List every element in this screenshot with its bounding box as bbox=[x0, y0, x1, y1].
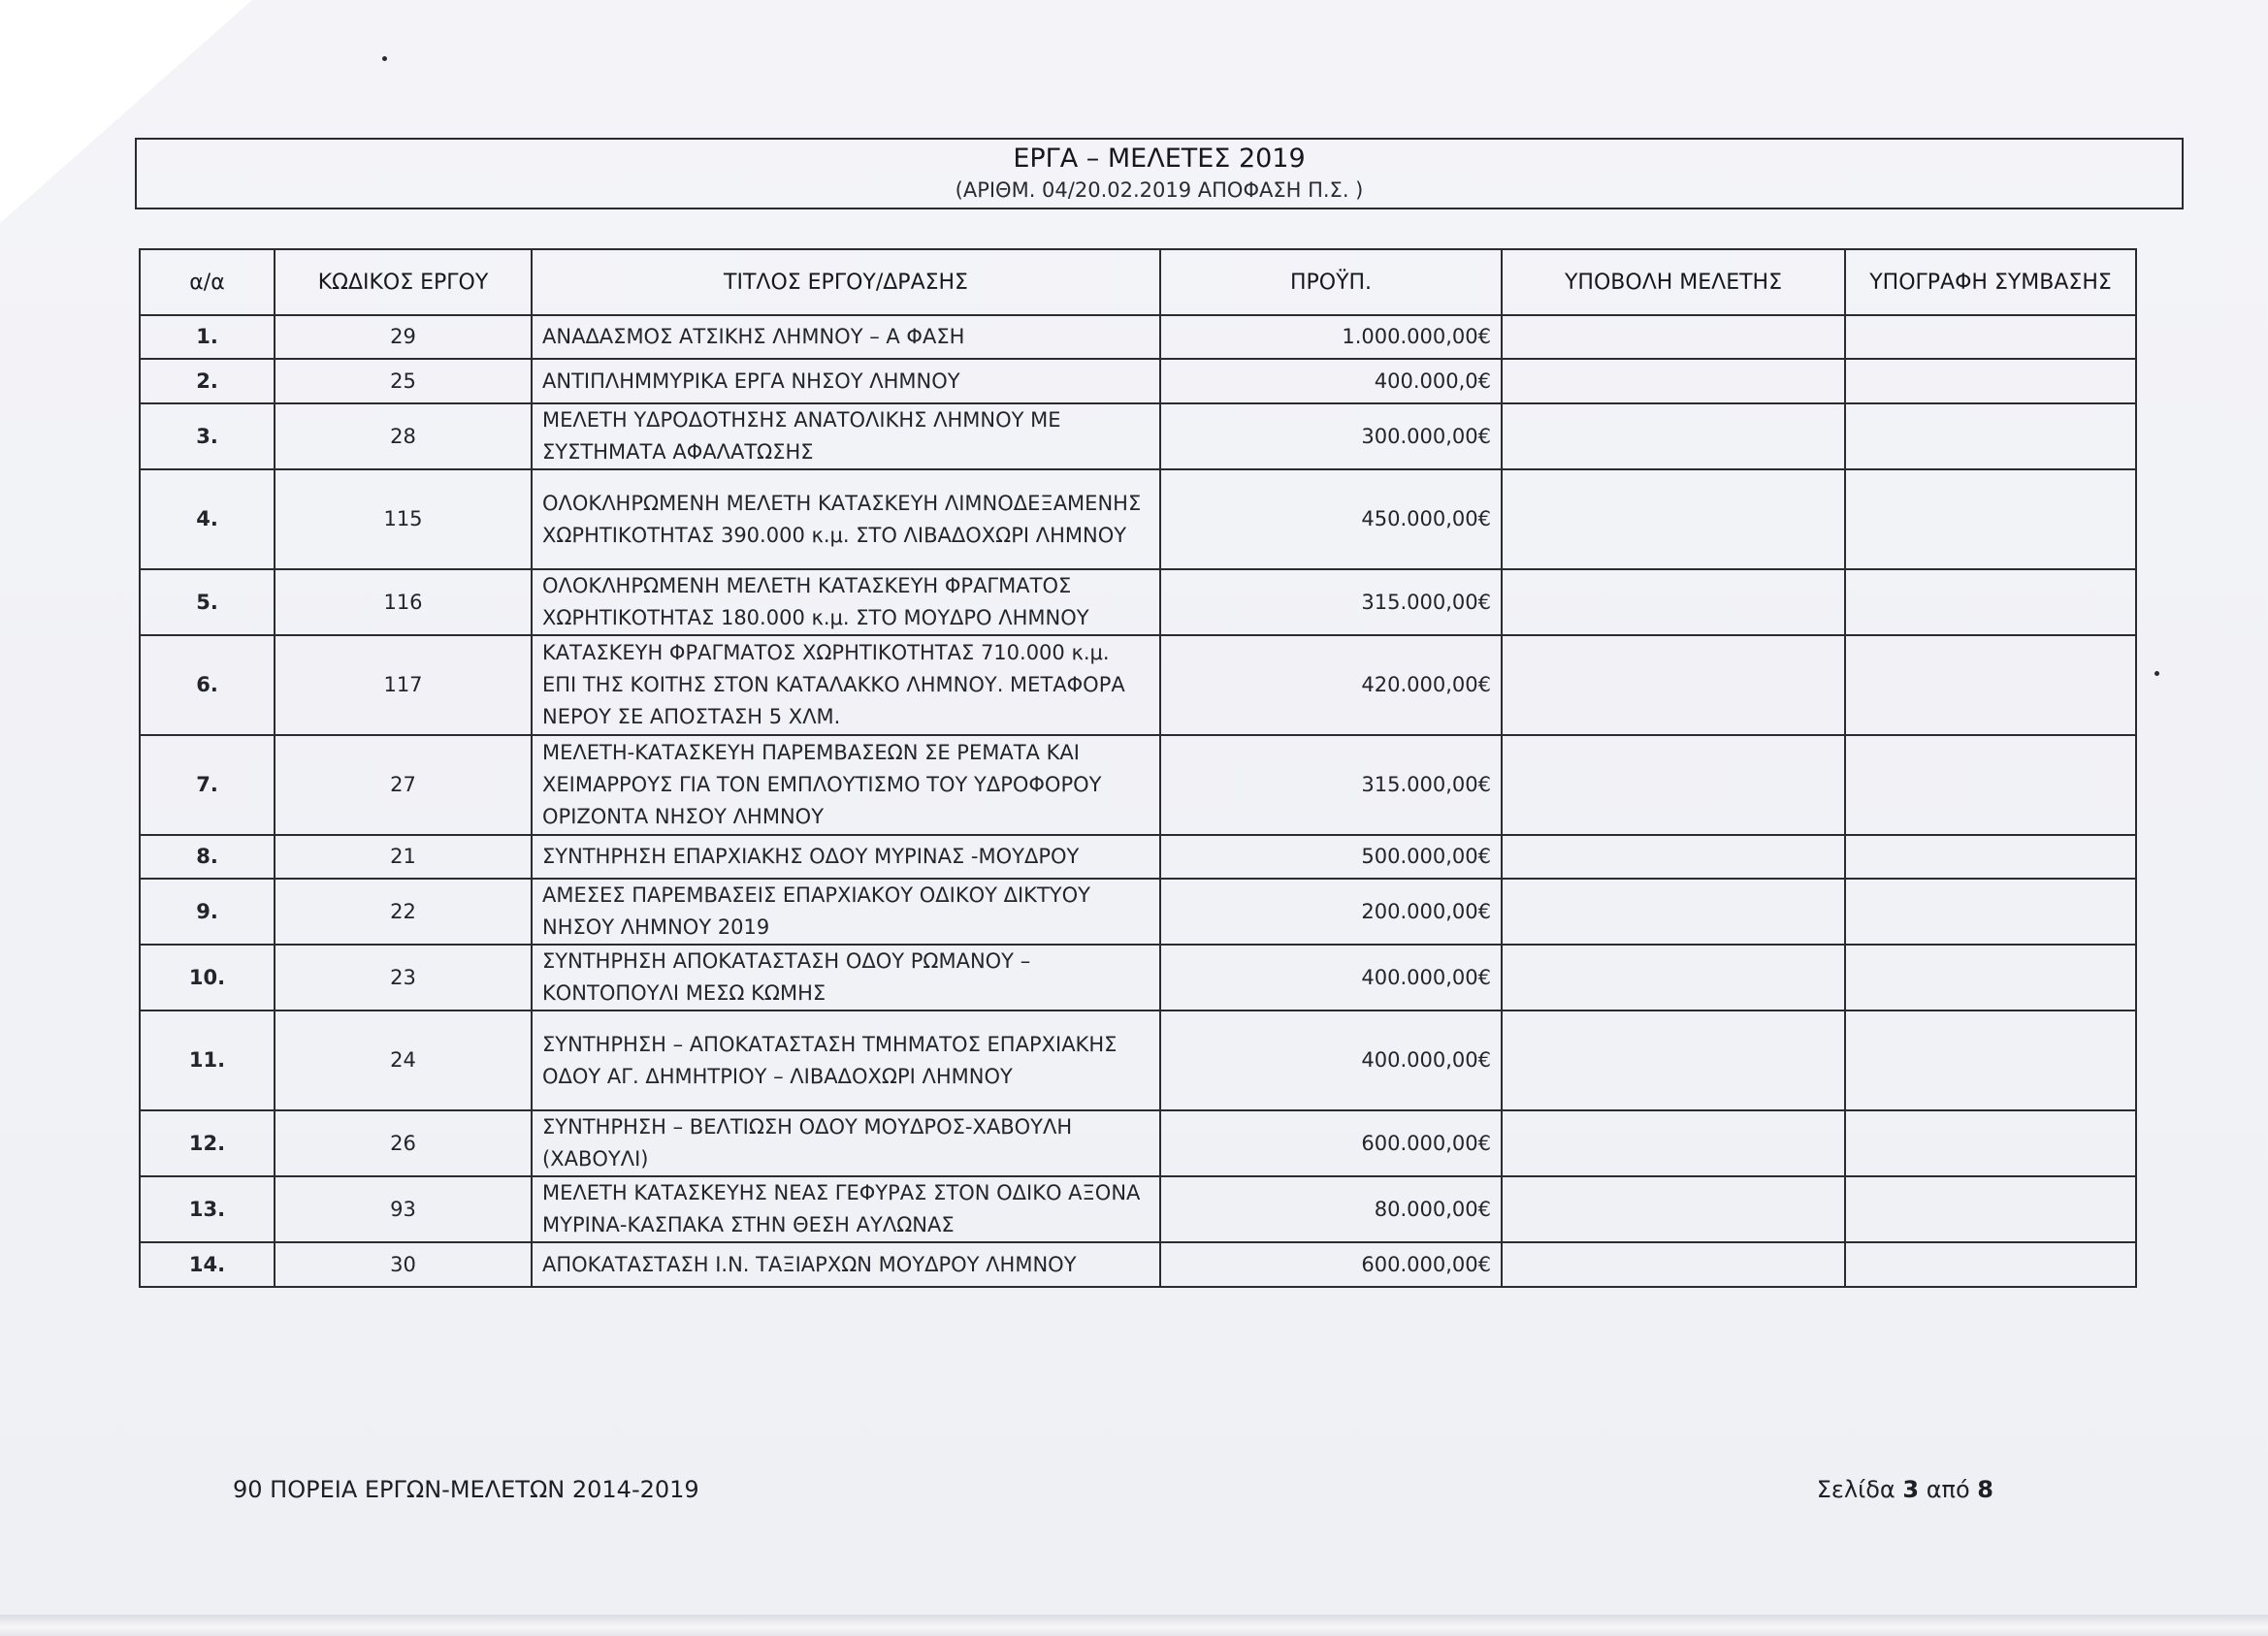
project-budget: 200.000,00€ bbox=[1160, 879, 1502, 945]
project-title: ΑΜΕΣΕΣ ΠΑΡΕΜΒΑΣΕΙΣ ΕΠΑΡΧΙΑΚΟΥ ΟΔΙΚΟΥ ΔΙΚΤΥΟΥ ΝΗΣΟΥ ΛΗΜΝΟΥ 2019 bbox=[532, 879, 1160, 945]
column-header-code: ΚΩΔΙΚΟΣ ΕΡΓΟΥ bbox=[275, 249, 532, 315]
contract-signature bbox=[1845, 879, 2136, 945]
table-row bbox=[140, 945, 2136, 1010]
project-budget: 500.000,00€ bbox=[1160, 835, 1502, 879]
table-row bbox=[140, 1242, 2136, 1287]
project-code: 29 bbox=[275, 315, 532, 359]
project-code: 27 bbox=[275, 735, 532, 835]
study-submission bbox=[1502, 879, 1845, 945]
column-header-title: ΤΙΤΛΟΣ ΕΡΓΟΥ/ΔΡΑΣΗΣ bbox=[532, 249, 1160, 315]
project-title: ΣΥΝΤΗΡΗΣΗ ΕΠΑΡΧΙΑΚΗΣ ΟΔΟΥ ΜΥΡΙΝΑΣ -ΜΟΥΔΡΟΥ bbox=[532, 835, 1160, 879]
project-code: 24 bbox=[275, 1010, 532, 1110]
column-header-budget: ΠΡΟΫΠ. bbox=[1160, 249, 1502, 315]
column-header-signature: ΥΠΟΓΡΑΦΗ ΣΥΜΒΑΣΗΣ bbox=[1845, 249, 2136, 315]
table-row bbox=[140, 1010, 2136, 1110]
table-row bbox=[140, 403, 2136, 469]
project-code: 23 bbox=[275, 945, 532, 1010]
document-title-box bbox=[135, 138, 2184, 209]
projects-table bbox=[139, 248, 2137, 1288]
column-header-submission: ΥΠΟΒΟΛΗ ΜΕΛΕΤΗΣ bbox=[1502, 249, 1845, 315]
table-row bbox=[140, 359, 2136, 403]
study-submission bbox=[1502, 1242, 1845, 1287]
table-row bbox=[140, 835, 2136, 879]
study-submission bbox=[1502, 359, 1845, 403]
footer-document-label: 90 ΠΟΡΕΙΑ ΕΡΓΩΝ-ΜΕΛΕΤΩΝ 2014-2019 bbox=[233, 1476, 699, 1503]
project-code: 115 bbox=[275, 469, 532, 569]
study-submission bbox=[1502, 1010, 1845, 1110]
project-title: ΑΝΑΔΑΣΜΟΣ ΑΤΣΙΚΗΣ ΛΗΜΝΟΥ – Α ΦΑΣΗ bbox=[532, 315, 1160, 359]
row-number: 1. bbox=[140, 315, 275, 359]
page-of: από bbox=[1926, 1476, 1970, 1503]
table-row bbox=[140, 635, 2136, 735]
project-code: 93 bbox=[275, 1176, 532, 1242]
table-row bbox=[140, 1176, 2136, 1242]
row-number: 4. bbox=[140, 469, 275, 569]
project-code: 28 bbox=[275, 403, 532, 469]
row-number: 3. bbox=[140, 403, 275, 469]
contract-signature bbox=[1845, 569, 2136, 635]
contract-signature bbox=[1845, 835, 2136, 879]
project-title: ΟΛΟΚΛΗΡΩΜΕΝΗ ΜΕΛΕΤΗ ΚΑΤΑΣΚΕΥΗ ΦΡΑΓΜΑΤΟΣ ΧΩΡΗΤΙΚΟΤΗΤΑΣ 180.000 κ.μ. ΣΤΟ ΜΟΥΔΡΟ ΛΗΜΝΟΥ bbox=[532, 569, 1160, 635]
project-budget: 80.000,00€ bbox=[1160, 1176, 1502, 1242]
project-title: ΑΝΤΙΠΛΗΜΜΥΡΙΚΑ ΕΡΓΑ ΝΗΣΟΥ ΛΗΜΝΟΥ bbox=[532, 359, 1160, 403]
column-header-aa: α/α bbox=[140, 249, 275, 315]
row-number: 6. bbox=[140, 635, 275, 735]
project-budget: 600.000,00€ bbox=[1160, 1110, 1502, 1176]
contract-signature bbox=[1845, 403, 2136, 469]
row-number: 12. bbox=[140, 1110, 275, 1176]
row-number: 11. bbox=[140, 1010, 275, 1110]
study-submission bbox=[1502, 635, 1845, 735]
contract-signature bbox=[1845, 735, 2136, 835]
page-total: 8 bbox=[1977, 1476, 1993, 1503]
project-code: 117 bbox=[275, 635, 532, 735]
project-budget: 300.000,00€ bbox=[1160, 403, 1502, 469]
row-number: 13. bbox=[140, 1176, 275, 1242]
scan-edge bbox=[0, 1615, 2268, 1636]
project-title: ΜΕΛΕΤΗ ΚΑΤΑΣΚΕΥΗΣ ΝΕΑΣ ΓΕΦΥΡΑΣ ΣΤΟΝ ΟΔΙΚΟ ΑΞΟΝΑ ΜΥΡΙΝΑ-ΚΑΣΠΑΚΑ ΣΤΗΝ ΘΕΣΗ ΑΥΛΩΝΑΣ bbox=[532, 1176, 1160, 1242]
project-code: 21 bbox=[275, 835, 532, 879]
study-submission bbox=[1502, 569, 1845, 635]
project-code: 25 bbox=[275, 359, 532, 403]
project-title: ΑΠΟΚΑΤΑΣΤΑΣΗ Ι.Ν. ΤΑΞΙΑΡΧΩΝ ΜΟΥΔΡΟΥ ΛΗΜΝΟΥ bbox=[532, 1242, 1160, 1287]
study-submission bbox=[1502, 735, 1845, 835]
row-number: 7. bbox=[140, 735, 275, 835]
document-subtitle: (ΑΡΙΘΜ. 04/20.02.2019 ΑΠΟΦΑΣΗ Π.Σ. ) bbox=[955, 178, 1364, 202]
study-submission bbox=[1502, 1176, 1845, 1242]
table-row bbox=[140, 569, 2136, 635]
project-budget: 400.000,00€ bbox=[1160, 1010, 1502, 1110]
project-budget: 420.000,00€ bbox=[1160, 635, 1502, 735]
project-code: 116 bbox=[275, 569, 532, 635]
project-code: 26 bbox=[275, 1110, 532, 1176]
table-row bbox=[140, 469, 2136, 569]
row-number: 9. bbox=[140, 879, 275, 945]
table-row bbox=[140, 1110, 2136, 1176]
contract-signature bbox=[1845, 469, 2136, 569]
contract-signature bbox=[1845, 1242, 2136, 1287]
row-number: 2. bbox=[140, 359, 275, 403]
project-title: ΣΥΝΤΗΡΗΣΗ – ΑΠΟΚΑΤΑΣΤΑΣΗ ΤΜΗΜΑΤΟΣ ΕΠΑΡΧΙΑΚΗΣ ΟΔΟΥ ΑΓ. ΔΗΜΗΤΡΙΟΥ – ΛΙΒΑΔΟΧΩΡΙ ΛΗΜΝΟΥ bbox=[532, 1010, 1160, 1110]
project-title: ΜΕΛΕΤΗ-ΚΑΤΑΣΚΕΥΗ ΠΑΡΕΜΒΑΣΕΩΝ ΣΕ ΡΕΜΑΤΑ ΚΑΙ ΧΕΙΜΑΡΡΟΥΣ ΓΙΑ ΤΟΝ ΕΜΠΛΟΥΤΙΣΜΟ ΤΟΥ ΥΔΡΟΦΟΡΟΥ ΟΡΙΖΟΝΤΑ ΝΗΣΟΥ ΛΗΜΝΟΥ bbox=[532, 735, 1160, 835]
table-row bbox=[140, 315, 2136, 359]
contract-signature bbox=[1845, 1010, 2136, 1110]
contract-signature bbox=[1845, 635, 2136, 735]
project-title: ΜΕΛΕΤΗ ΥΔΡΟΔΟΤΗΣΗΣ ΑΝΑΤΟΛΙΚΗΣ ΛΗΜΝΟΥ ΜΕ ΣΥΣΤΗΜΑΤΑ ΑΦΑΛΑΤΩΣΗΣ bbox=[532, 403, 1160, 469]
table-header-row bbox=[140, 249, 2136, 315]
contract-signature bbox=[1845, 359, 2136, 403]
footer-page-number bbox=[1817, 1476, 1993, 1503]
project-budget: 1.000.000,00€ bbox=[1160, 315, 1502, 359]
scan-speck bbox=[382, 56, 387, 61]
study-submission bbox=[1502, 403, 1845, 469]
project-budget: 315.000,00€ bbox=[1160, 569, 1502, 635]
study-submission bbox=[1502, 835, 1845, 879]
project-title: ΣΥΝΤΗΡΗΣΗ – ΒΕΛΤΙΩΣΗ ΟΔΟΥ ΜΟΥΔΡΟΣ-ΧΑΒΟΥΛΗ (ΧΑΒΟΥΛΙ) bbox=[532, 1110, 1160, 1176]
project-title: ΚΑΤΑΣΚΕΥΗ ΦΡΑΓΜΑΤΟΣ ΧΩΡΗΤΙΚΟΤΗΤΑΣ 710.000 κ.μ. ΕΠΙ ΤΗΣ ΚΟΙΤΗΣ ΣΤΟΝ ΚΑΤΑΛΑΚΚΟ ΛΗΜΝΟΥ. ΜΕΤΑΦΟΡΑ ΝΕΡΟΥ ΣΕ ΑΠΟΣΤΑΣΗ 5 ΧΛΜ. bbox=[532, 635, 1160, 735]
project-code: 30 bbox=[275, 1242, 532, 1287]
project-budget: 450.000,00€ bbox=[1160, 469, 1502, 569]
contract-signature bbox=[1845, 1176, 2136, 1242]
page-current: 3 bbox=[1902, 1476, 1920, 1503]
project-code: 22 bbox=[275, 879, 532, 945]
project-budget: 315.000,00€ bbox=[1160, 735, 1502, 835]
project-budget: 400.000,0€ bbox=[1160, 359, 1502, 403]
study-submission bbox=[1502, 315, 1845, 359]
project-budget: 600.000,00€ bbox=[1160, 1242, 1502, 1287]
table-row bbox=[140, 735, 2136, 835]
table-row bbox=[140, 879, 2136, 945]
project-title: ΟΛΟΚΛΗΡΩΜΕΝΗ ΜΕΛΕΤΗ ΚΑΤΑΣΚΕΥΗ ΛΙΜΝΟΔΕΞΑΜΕΝΗΣ ΧΩΡΗΤΙΚΟΤΗΤΑΣ 390.000 κ.μ. ΣΤΟ ΛΙΒΑΔΟΧΩΡΙ ΛΗΜΝΟΥ bbox=[532, 469, 1160, 569]
row-number: 8. bbox=[140, 835, 275, 879]
project-title: ΣΥΝΤΗΡΗΣΗ ΑΠΟΚΑΤΑΣΤΑΣΗ ΟΔΟΥ ΡΩΜΑΝΟΥ – ΚΟΝΤΟΠΟΥΛΙ ΜΕΣΩ ΚΩΜΗΣ bbox=[532, 945, 1160, 1010]
study-submission bbox=[1502, 469, 1845, 569]
page-word: Σελίδα bbox=[1816, 1476, 1895, 1503]
contract-signature bbox=[1845, 1110, 2136, 1176]
study-submission bbox=[1502, 1110, 1845, 1176]
study-submission bbox=[1502, 945, 1845, 1010]
row-number: 14. bbox=[140, 1242, 275, 1287]
scan-speck bbox=[2155, 671, 2159, 676]
project-budget: 400.000,00€ bbox=[1160, 945, 1502, 1010]
row-number: 5. bbox=[140, 569, 275, 635]
document-title: ΕΡΓΑ – ΜΕΛΕΤΕΣ 2019 bbox=[1013, 144, 1306, 174]
row-number: 10. bbox=[140, 945, 275, 1010]
contract-signature bbox=[1845, 315, 2136, 359]
contract-signature bbox=[1845, 945, 2136, 1010]
